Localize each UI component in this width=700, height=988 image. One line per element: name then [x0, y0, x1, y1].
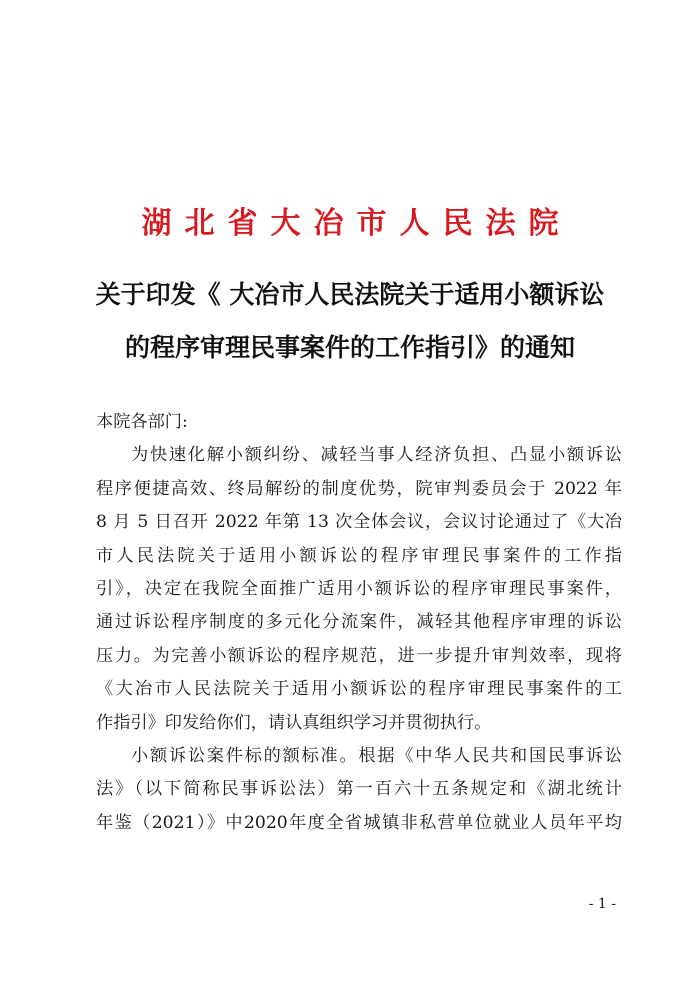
paragraph-line: 年鉴（2021）》中2020年度全省城镇非私营单位就业人员年平均	[96, 812, 622, 833]
paragraph-line: 作指引》印发给你们，请认真组织学习并贯彻执行。	[96, 712, 492, 733]
title-line-2: 的程序审理民事案件的工作指引》的通知	[124, 333, 575, 362]
title-line-1: 关于印发《 大冶市人民法院关于适用小额诉讼	[95, 280, 605, 309]
paragraph-line: 通过诉讼程序制度的多元化分流案件，减轻其他程序审理的诉讼	[96, 612, 622, 633]
paragraph-line: 为快速化解小额纠纷、减轻当事人经济负担、凸显小额诉讼	[131, 445, 622, 466]
salutation: 本院各部门:	[96, 412, 188, 432]
paragraph-2	[96, 740, 622, 840]
paragraph-line: 引》，决定在我院全面推广适用小额诉讼的程序审理民事案件，	[96, 578, 622, 599]
paragraph-1	[96, 439, 622, 740]
org-header: 湖北省大冶市人民法院	[141, 206, 572, 241]
paragraph-line: 压力。为完善小额诉讼的程序规范，进一步提升审判效率，现将	[96, 645, 622, 666]
document-body	[96, 406, 622, 840]
paragraph-line: 《大冶市人民法院关于适用小额诉讼的程序审理民事案件的工	[96, 679, 622, 700]
paragraph-line: 市人民法院关于适用小额诉讼的程序审理民事案件的工作指	[96, 545, 622, 566]
paragraph-line: 程序便捷高效、终局解纷的制度优势，院审判委员会于 2022 年	[96, 478, 622, 499]
paragraph-line: 8 月 5 日召开 2022 年第 13 次全体会议，会议讨论通过了《大冶	[96, 512, 622, 533]
paragraph-line: 小额诉讼案件标的额标准。根据《中华人民共和国民事诉讼	[131, 745, 622, 766]
paragraph-line: 法》（以下简称民事诉讼法）第一百六十五条规定和《湖北统计	[96, 779, 622, 800]
page-number: - 1 -	[588, 896, 616, 912]
